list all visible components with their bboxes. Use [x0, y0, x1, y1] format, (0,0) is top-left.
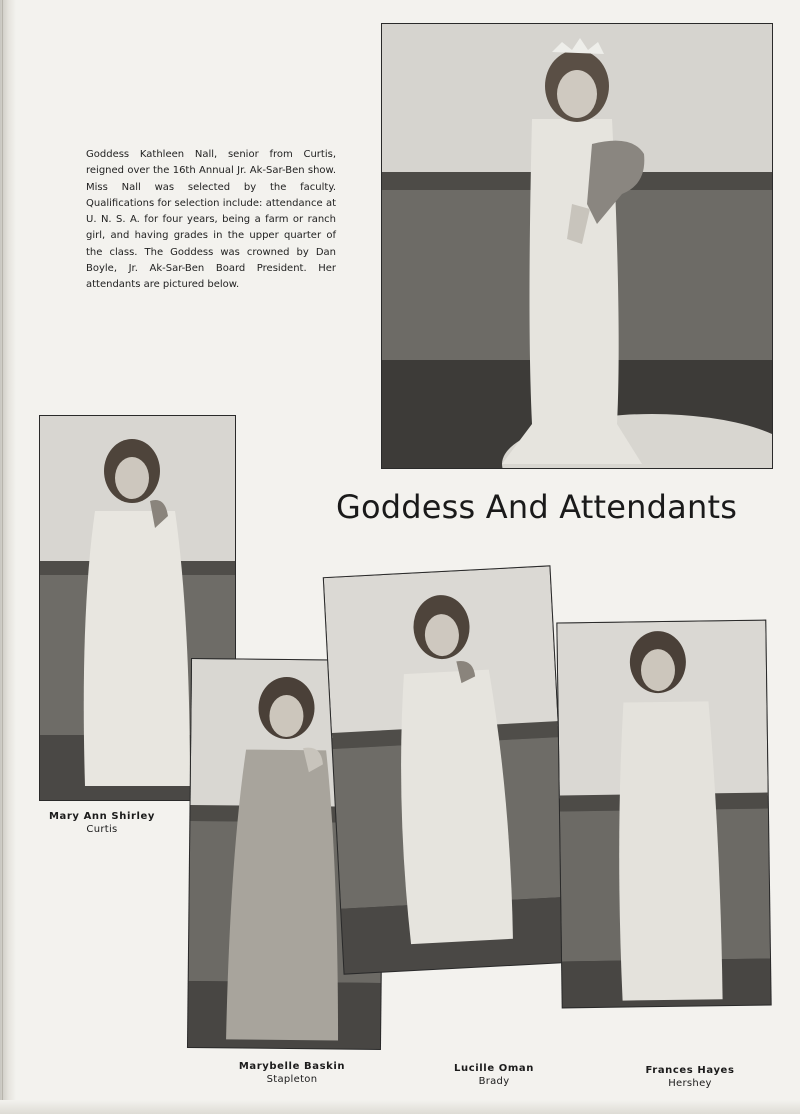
attendant-name: Lucille Oman	[454, 1063, 534, 1074]
page-title: Goddess And Attendants	[336, 488, 738, 526]
attendant-label-mary-ann-shirley	[32, 810, 172, 836]
attendant-photo-frances-hayes	[557, 621, 770, 1008]
attendant-name: Mary Ann Shirley	[48, 811, 156, 822]
binding-crease	[2, 0, 3, 1114]
attendant-town: Stapleton	[266, 1074, 318, 1085]
goddess-caption: Goddess Kathleen Nall, senior from Curtis, reigned over the 16th Annual Jr. Ak-Sar-Ben show. Miss Nall was selected by the faculty. Qualifications for selection include: attendance at U. N. S. A. for four years, being a farm or ranch girl, and having grades in the upper quarter of the class. The Goddess was crowned by Dan Boyle, Jr. Ak-Sar-Ben Board President. Her attendants are pictured below.	[86, 149, 336, 291]
attendant-label-lucille-oman	[424, 1062, 564, 1088]
attendant-name: Frances Hayes	[645, 1065, 735, 1076]
attendant-photo-lucille-oman	[324, 566, 570, 973]
attendant-label-frances-hayes	[620, 1064, 760, 1090]
attendant-name: Marybelle Baskin	[238, 1061, 346, 1072]
page-bottom-edge	[0, 1100, 800, 1114]
attendant-town: Hershey	[668, 1078, 712, 1089]
attendant-town: Curtis	[86, 824, 118, 835]
goddess-photo	[382, 24, 772, 468]
attendant-town: Brady	[478, 1076, 510, 1087]
attendant-label-marybelle-baskin	[222, 1060, 362, 1086]
